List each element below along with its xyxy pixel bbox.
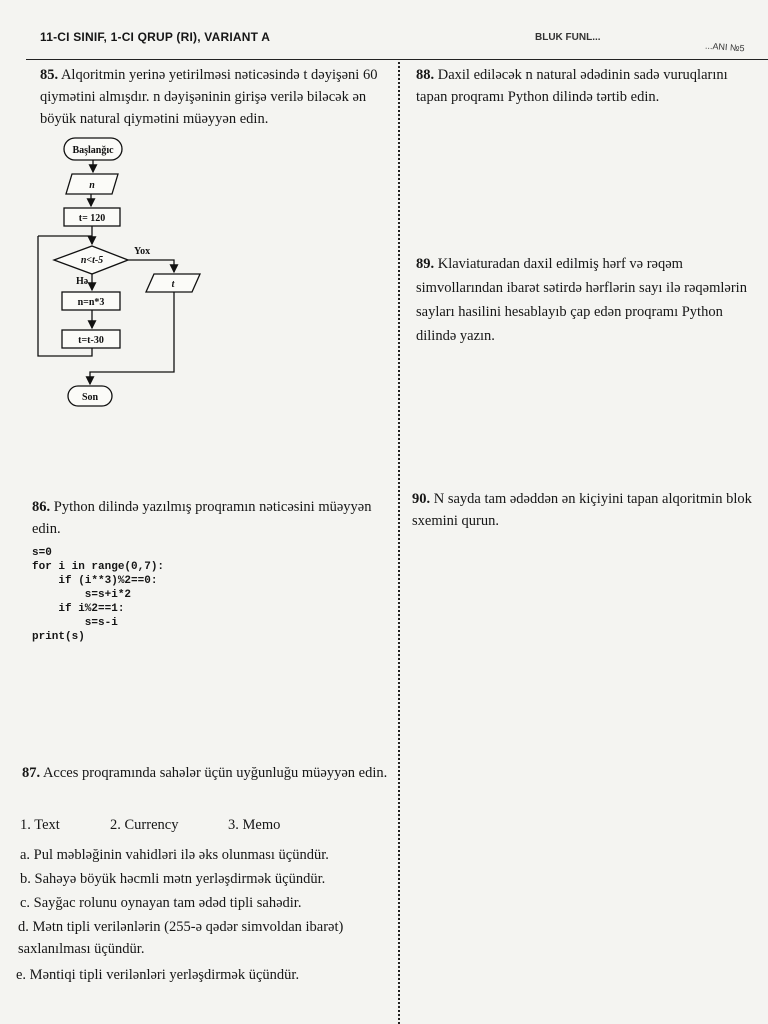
question-87 [22, 762, 388, 784]
question-number: 87. [22, 765, 41, 781]
option-a: a. Pul məbləğinin vahidləri ilə əks olunması üçündür. [20, 847, 329, 863]
question-number: 86. [32, 499, 51, 515]
flow-start-label: Başlanğıc [72, 145, 114, 156]
column-divider [398, 62, 400, 1024]
question-text: Acces proqramında sahələr üçün uyğunluğu müəyyən edin. [42, 765, 388, 781]
question-86 [32, 496, 388, 540]
question-number: 89. [416, 256, 435, 272]
flow-yes-label: Yox [134, 246, 151, 257]
worksheet-header-left: 11-CI SINIF, 1-CI QRUP (RI), VARIANT A [40, 30, 271, 44]
field-type-currency: 2. Currency [110, 817, 179, 833]
flow-input-label: n [89, 180, 95, 191]
flowchart [24, 132, 214, 417]
field-type-text: 1. Text [20, 817, 60, 833]
header-divider [26, 59, 768, 60]
worksheet-header-middle: BLUK FUNL... [535, 32, 601, 43]
flow-assign-label: t= 120 [78, 213, 106, 224]
flow-step2-label: t=t-30 [78, 335, 104, 346]
option-b: b. Sahəyə böyük həcmli mətn yerləşdirmək üçündür. [20, 871, 326, 887]
question-text: Alqoritmin yerinə yetirilməsi nəticəsində t dəyişəni 60 qiymətini almışdır. n dəyişəninin girişə verilə biləcək ən böyük natural qiymətini müəyyən edin. [40, 67, 378, 127]
question-number: 90. [412, 491, 431, 507]
question-89 [416, 252, 762, 348]
question-text: N sayda tam ədəddən ən kiçiyini tapan alqoritmin blok sxemini qurun. [412, 491, 752, 529]
question-90 [412, 488, 764, 532]
question-88 [416, 64, 762, 108]
field-type-memo: 3. Memo [228, 817, 281, 833]
flow-step1-label: n=n*3 [77, 297, 105, 308]
flow-no-label: Hə [76, 276, 89, 287]
worksheet-header-right: ...ANI №5 [704, 40, 745, 54]
question-text: Python dilində yazılmış proqramın nəticəsini müəyyən edin. [32, 499, 372, 537]
question-number: 88. [416, 67, 435, 83]
flow-decision-label: n<t-5 [80, 255, 104, 266]
question-text: Daxil ediləcək n natural ədədinin sadə vuruqlarını tapan proqramı Python dilində tərtib edin. [416, 67, 728, 105]
question-85 [40, 64, 388, 130]
option-d: d. Mətn tipli verilənlərin (255-ə qədər simvoldan ibarət) [18, 919, 344, 935]
question-text: Klaviaturadan daxil edilmiş hərf və rəqəm simvollarından ibarət sətirdə hərflərin sayı ilə rəqəmlərin sayları hasilini hesablayıb çap edən proqramı Python dilində yazın. [416, 256, 747, 344]
option-d-continued: saxlanılması üçündür. [18, 941, 145, 957]
flow-output-label: t [171, 279, 175, 290]
question-number: 85. [40, 67, 59, 83]
option-e: e. Məntiqi tipli verilənləri yerləşdirmək üçündür. [16, 967, 300, 983]
option-c: c. Sayğac rolunu oynayan tam ədəd tipli sahədir. [20, 895, 302, 911]
flow-end-label: Son [81, 392, 99, 403]
python-code-snippet: s=0 for i in range(0,7): if (i**3)%2==0: s=s+i*2 if i%2==1: s=s-i print(s) [32, 547, 165, 643]
